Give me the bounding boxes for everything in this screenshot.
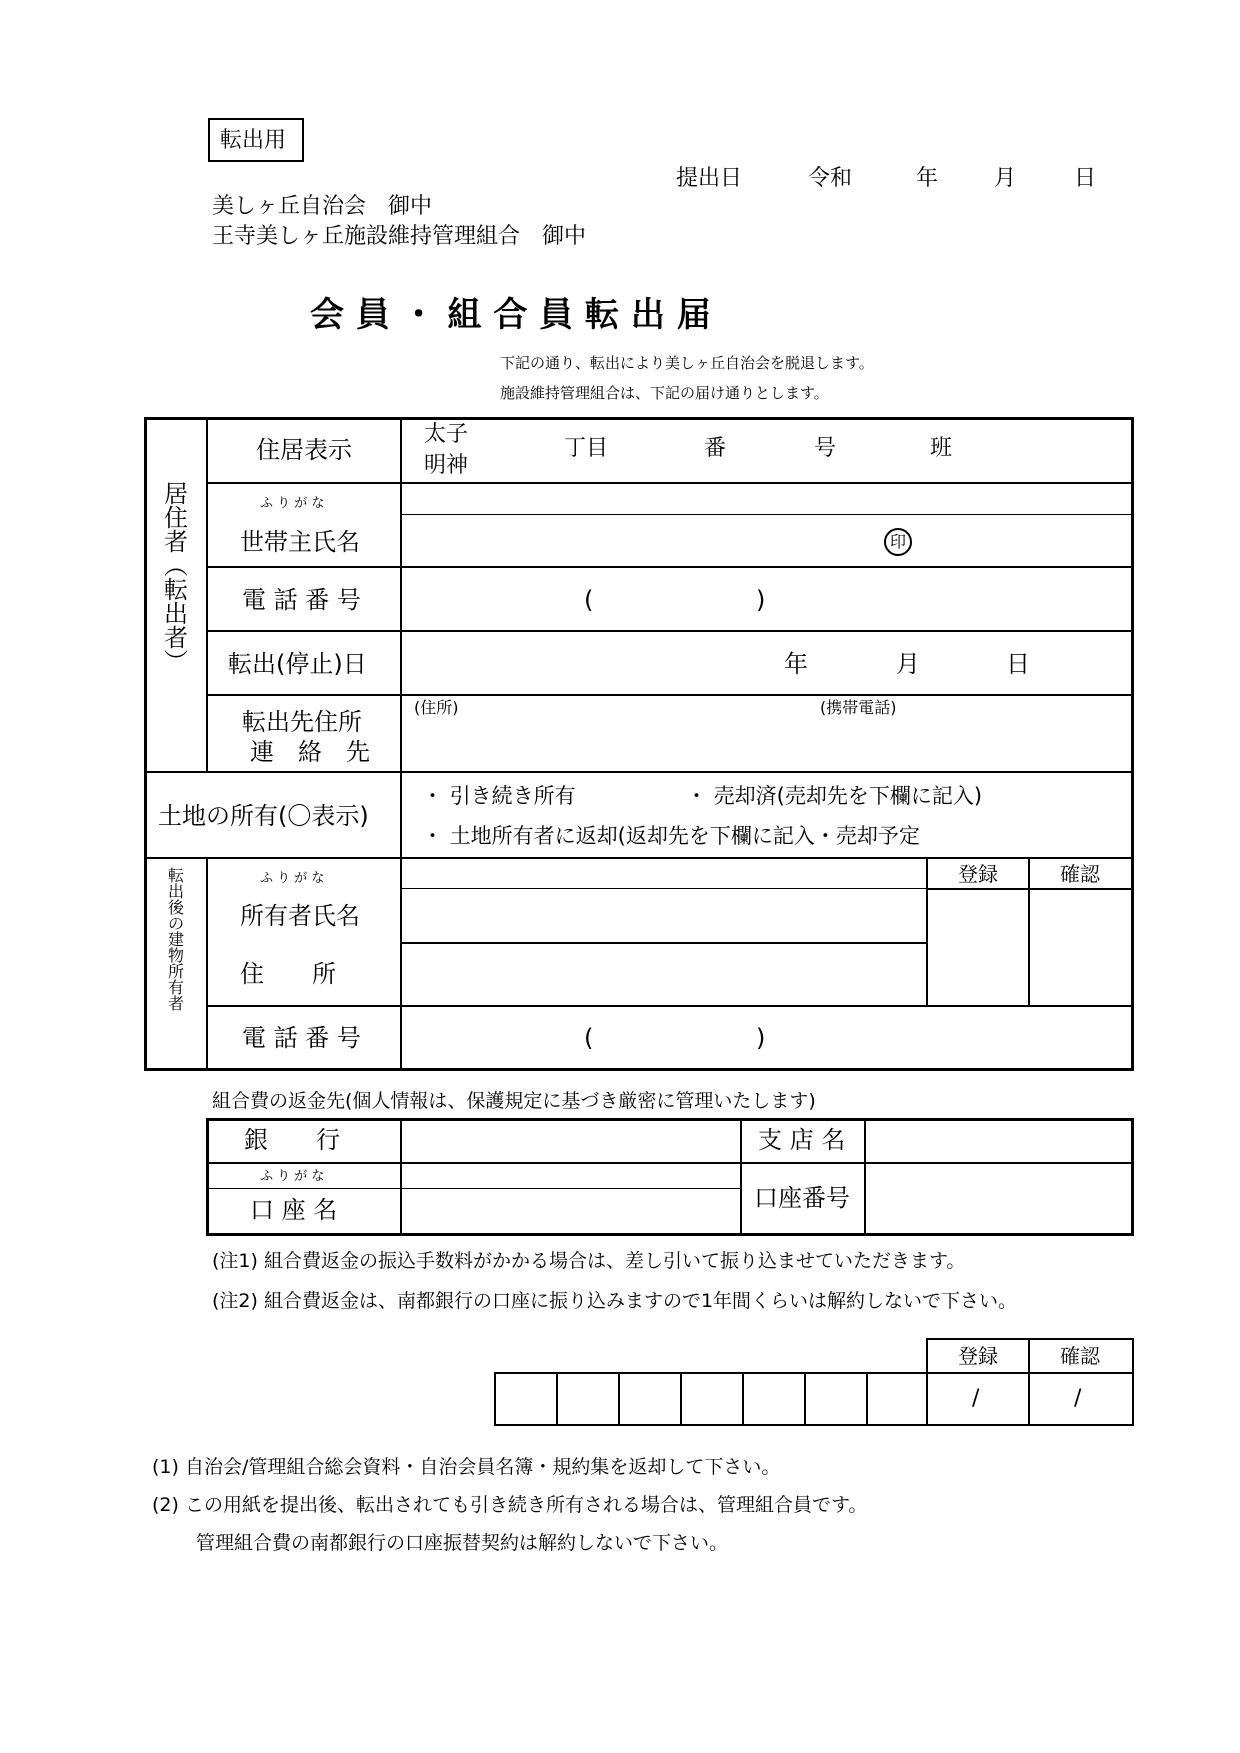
owner-side-label: 転 出 後 の 建 物 所 有 者 bbox=[167, 866, 184, 1013]
addressee-1: 美しヶ丘自治会 御中 bbox=[212, 194, 433, 219]
contact-label: 連 絡 先 bbox=[250, 738, 370, 766]
office-grid-line-7 bbox=[926, 1372, 928, 1426]
submit-date-label: 提出日 bbox=[676, 166, 743, 191]
office-grid-line-5 bbox=[804, 1372, 806, 1426]
new-address-label: 転出先住所 bbox=[242, 708, 362, 736]
row-line-furigana bbox=[400, 514, 1132, 515]
householder-furigana-field[interactable] bbox=[402, 484, 1132, 514]
moveout-year: 年 bbox=[784, 650, 808, 678]
go-label: 号 bbox=[814, 436, 837, 461]
submit-era: 令和 bbox=[808, 166, 853, 191]
owner-col-line-a bbox=[926, 858, 928, 1006]
submit-year: 年 bbox=[916, 166, 939, 191]
town-taishi: 太子 bbox=[424, 422, 469, 447]
addressee-2: 王寺美しヶ丘施設維持管理組合 御中 bbox=[212, 224, 587, 249]
owner-phone-field[interactable] bbox=[402, 1007, 1132, 1067]
office-grid bbox=[494, 1372, 1134, 1426]
moveout-label: 転出(停止)日 bbox=[228, 650, 367, 678]
resident-side-label: 居 住 者 ︵ 転 出 者 ︶ bbox=[164, 480, 188, 676]
office-slash-1: / bbox=[972, 1386, 980, 1411]
mobile-note: (携帯電話) bbox=[820, 698, 897, 717]
phone-field[interactable] bbox=[402, 568, 1132, 628]
office-grid-line-3 bbox=[680, 1372, 682, 1426]
address-label: 住居表示 bbox=[256, 436, 352, 464]
office-slash-2: / bbox=[1074, 1386, 1082, 1411]
owner-address-label: 住 所 bbox=[240, 960, 336, 988]
phone-label: 電 話 番 号 bbox=[242, 586, 361, 614]
office-register-label: 登録 bbox=[958, 1344, 998, 1368]
town-myojin: 明神 bbox=[424, 453, 469, 478]
refund-furigana-line bbox=[208, 1188, 740, 1189]
main-col-line-1 bbox=[206, 419, 208, 771]
office-grid-line-1 bbox=[556, 1372, 558, 1426]
main-col-line-1b bbox=[206, 858, 208, 1068]
office-grid-line-8 bbox=[1028, 1372, 1030, 1426]
owner-col-line-b bbox=[1028, 858, 1030, 1006]
owner-phone-paren-close: ) bbox=[756, 1024, 766, 1052]
ban-label: 番 bbox=[704, 436, 727, 461]
phone-paren-close: ) bbox=[756, 586, 766, 614]
footer-item-1: (1) 自治会/管理組合総会資料・自治会員名簿・規約集を返却して下さい。 bbox=[152, 1456, 781, 1478]
owner-phone-paren-open: ( bbox=[584, 1024, 594, 1052]
office-header-divider bbox=[1028, 1338, 1030, 1374]
intro-line-1: 下記の通り、転出により美しヶ丘自治会を脱退します。 bbox=[500, 354, 874, 372]
office-grid-line-4 bbox=[742, 1372, 744, 1426]
han-label: 班 bbox=[930, 436, 953, 461]
moveout-date-field[interactable] bbox=[402, 632, 1132, 692]
seal-mark bbox=[884, 528, 912, 556]
furigana-label-1: ふ り が な bbox=[260, 496, 325, 511]
branch-label: 支 店 名 bbox=[758, 1126, 846, 1154]
owner-name-label: 所有者氏名 bbox=[240, 902, 360, 930]
land-option-return[interactable]: ・ 土地所有者に返却(返却先を下欄に記入・売却予定 bbox=[422, 824, 920, 848]
owner-furigana-field[interactable] bbox=[402, 859, 924, 887]
new-address-field[interactable] bbox=[402, 696, 1132, 770]
page-title: 会 員 ・ 組 合 員 転 出 届 bbox=[310, 295, 711, 335]
footer-item-2: (2) この用紙を提出後、転出されても引き続き所有される場合は、管理組合員です。 bbox=[152, 1494, 868, 1516]
note-1: (注1) 組合費返金の振込手数料がかかる場合は、差し引いて振り込ませていただきます。 bbox=[212, 1250, 966, 1272]
furigana-label-3: ふ り が な bbox=[260, 1169, 325, 1184]
householder-name-field[interactable] bbox=[402, 516, 872, 564]
account-number-label: 口座番号 bbox=[754, 1184, 850, 1212]
owner-register-label: 登録 bbox=[958, 862, 998, 886]
office-grid-line-2 bbox=[618, 1372, 620, 1426]
refund-col-line-2 bbox=[740, 1120, 742, 1234]
branch-field[interactable] bbox=[866, 1121, 1132, 1161]
householder-label: 世帯主氏名 bbox=[240, 528, 360, 556]
note-2: (注2) 組合費返金は、南都銀行の口座に振り込みますので1年間くらいは解約しないで下さい。 bbox=[212, 1290, 1018, 1312]
account-number-field[interactable] bbox=[866, 1164, 1132, 1234]
phone-paren-open: ( bbox=[584, 586, 594, 614]
owner-phone-label: 電 話 番 号 bbox=[242, 1024, 361, 1052]
office-confirm-label: 確認 bbox=[1060, 1344, 1100, 1368]
form-tag-box bbox=[208, 118, 304, 162]
owner-stamp-header-line bbox=[926, 888, 1132, 890]
row-line-5 bbox=[146, 771, 1132, 773]
account-name-label: 口 座 名 bbox=[250, 1196, 338, 1224]
moveout-day: 日 bbox=[1006, 650, 1030, 678]
footer-item-2b: 管理組合費の南都銀行の口座振替契約は解約しないで下さい。 bbox=[196, 1532, 729, 1554]
account-name-furigana-field[interactable] bbox=[402, 1164, 738, 1188]
form-tag: 転出用 bbox=[220, 128, 287, 153]
address-note: (住所) bbox=[414, 698, 459, 717]
account-name-field[interactable] bbox=[402, 1190, 738, 1234]
furigana-label-2: ふ り が な bbox=[260, 871, 325, 886]
land-label: 土地の所有(〇表示) bbox=[158, 802, 369, 830]
intro-line-2: 施設維持管理組合は、下記の届け通りとします。 bbox=[500, 384, 829, 402]
owner-confirm-label: 確認 bbox=[1060, 862, 1100, 886]
chome-label: 丁目 bbox=[564, 436, 609, 461]
office-grid-line-6 bbox=[866, 1372, 868, 1426]
owner-address-field[interactable] bbox=[402, 944, 924, 1004]
land-option-sold[interactable]: ・ 売却済(売却先を下欄に記入) bbox=[686, 784, 983, 808]
submit-month: 月 bbox=[994, 166, 1017, 191]
seal-icon: 印 bbox=[884, 528, 912, 556]
submit-day: 日 bbox=[1074, 166, 1097, 191]
moveout-month: 月 bbox=[896, 650, 920, 678]
owner-name-field[interactable] bbox=[402, 890, 924, 940]
land-option-keep[interactable]: ・ 引き続き所有 bbox=[422, 784, 576, 808]
bank-field[interactable] bbox=[402, 1121, 738, 1161]
refund-heading: 組合費の返金先(個人情報は、保護規定に基づき厳密に管理いたします) bbox=[212, 1090, 816, 1112]
bank-label: 銀 行 bbox=[244, 1126, 340, 1154]
